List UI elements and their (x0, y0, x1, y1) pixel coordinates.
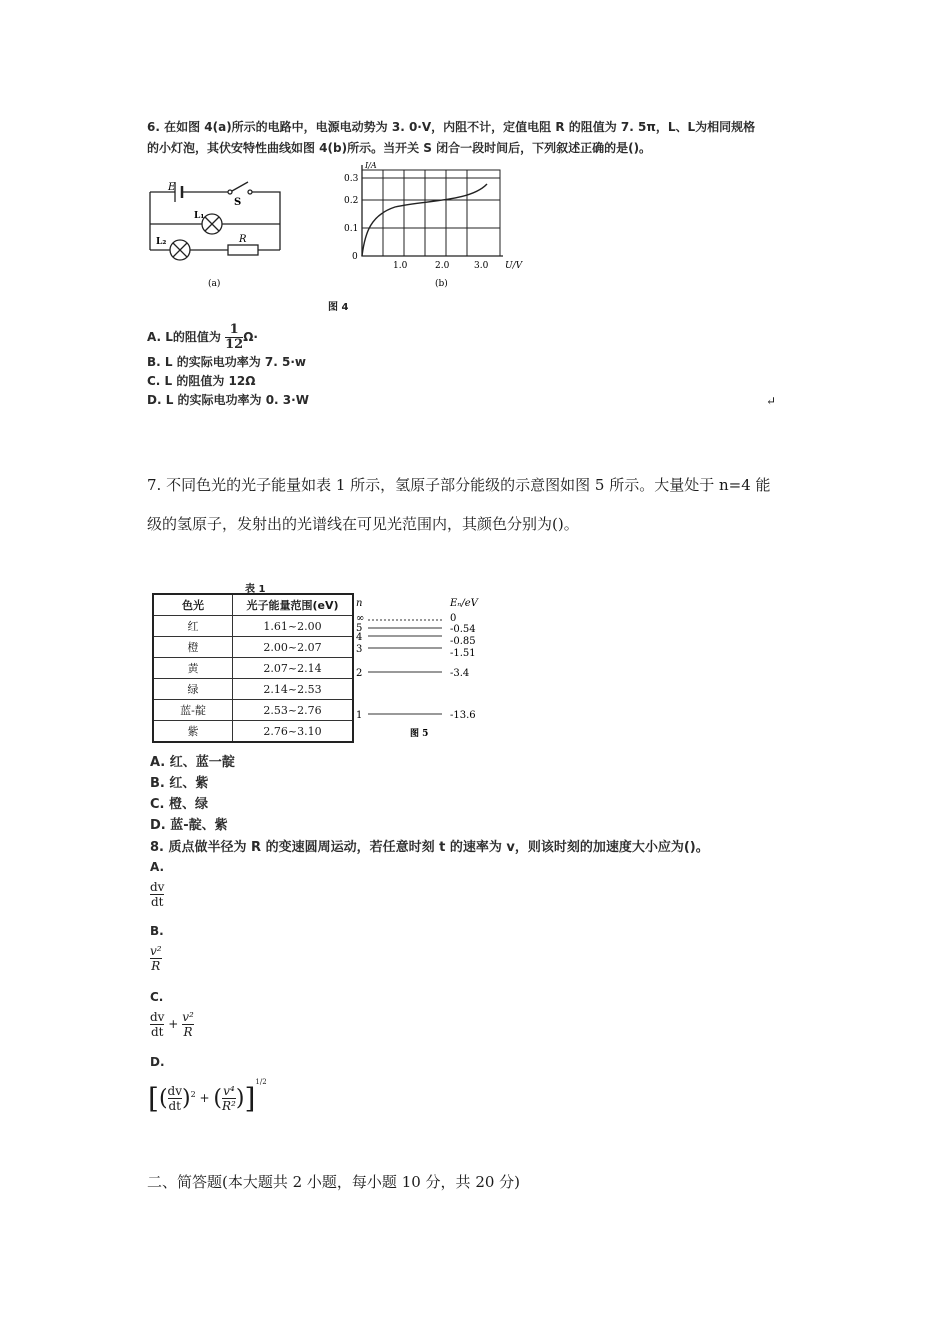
svg-text:∞: ∞ (356, 613, 365, 624)
q6-option-a: A. L的阻值为 $\frac{1}{12}$ Ω· (147, 322, 258, 352)
circuit-label-l2: L₂ (156, 237, 167, 247)
graph-ytick-3: 0.3 (344, 174, 359, 184)
levels-e-label: Eₙ/eV (450, 598, 478, 609)
table-row: 绿 2.14~2.53 (153, 679, 353, 700)
circuit-label-e: E (168, 182, 176, 193)
levels-n-label: n (356, 598, 363, 609)
svg-text:-0.54: -0.54 (450, 624, 476, 635)
q7-stem-line2: 级的氢原子，发射出的光谱线在可见光范围内，其颜色分别为()。 (147, 515, 579, 533)
table-row: 蓝-靛 2.53~2.76 (153, 700, 353, 721)
q8-option-c-formula: $\frac{dv}{dt}$ + $\frac{\text{v²}}{R}$ (150, 1010, 194, 1039)
q6-option-d: D. L 的实际电功率为 0. 3·W (147, 393, 309, 407)
graph-ytick-2: 0.2 (344, 196, 359, 206)
table-row: 红 1.61~2.00 (153, 616, 353, 637)
graph-xtick-1: 1.0 (393, 261, 408, 271)
q7-option-d: D. 蓝-靛、紫 (150, 818, 228, 833)
graph-caption: (b) (435, 279, 448, 289)
iv-curve-graph (335, 160, 535, 292)
circuit-diagram (140, 170, 290, 295)
q8-option-b-label: B. (150, 924, 164, 938)
q7-option-a: A. 红、蓝一靛 (150, 755, 235, 770)
graph-ylabel: I/A (365, 161, 377, 170)
photon-energy-table (152, 593, 354, 743)
q7-option-b: B. 红、紫 (150, 776, 209, 791)
q8-stem: 8. 质点做半径为 R 的变速圆周运动，若任意时刻 t 的速率为 v，则该时刻的加速度大小应为()。 (150, 840, 709, 855)
svg-text:3: 3 (356, 644, 363, 655)
svg-text:0: 0 (450, 613, 457, 624)
graph-ytick-1: 0.1 (344, 224, 359, 234)
q6-option-c: C. L 的阻值为 12Ω (147, 374, 256, 388)
circuit-label-s: S (234, 197, 242, 208)
table-row: 紫 2.76~3.10 (153, 721, 353, 743)
q8-option-a-label: A. (150, 860, 165, 874)
q8-option-d-formula: [( $\frac{dv}{dt}$ )$^2$ + ( $\frac{\text{v⁴}}{\text{R²}}$ )]$^{1/2}$ (148, 1078, 267, 1115)
graph-xlabel: U/V (505, 261, 523, 271)
q8-option-a-formula: $\frac{dv}{dt}$ (150, 880, 165, 909)
figure5-caption: 图 5 (410, 729, 429, 739)
figure4-caption: 图 4 (328, 302, 349, 313)
svg-text:1: 1 (356, 710, 363, 721)
table-row: 橙 2.00~2.07 (153, 637, 353, 658)
svg-text:-13.6: -13.6 (450, 710, 476, 721)
q6-stem-line2: 的小灯泡，其伏安特性曲线如图 4(b)所示。当开关 S 闭合一段时间后，下列叙述正确的是()。 (147, 141, 652, 155)
circuit-caption: (a) (208, 279, 221, 289)
table-header-color: 色光 (153, 594, 233, 616)
svg-text:-3.4: -3.4 (450, 668, 470, 679)
graph-origin: 0 (352, 252, 358, 262)
circuit-label-l1: L₁ (194, 211, 205, 221)
q7-option-c: C. 橙、绿 (150, 797, 209, 812)
section2-heading: 二、简答题(本大题共 2 小题，每小题 10 分，共 20 分) (147, 1173, 521, 1191)
q6-stem-line1: 6. 在如图 4(a)所示的电路中，电源电动势为 3. 0·V，内阻不计，定值电阻 R 的阻值为 7. 5π，L、L为相同规格 (147, 120, 756, 134)
q8-option-b-formula: $\frac{\text{v²}}{R}$ (150, 944, 162, 973)
svg-text:-0.85: -0.85 (450, 636, 476, 647)
energy-level-diagram (350, 590, 490, 740)
svg-text:-1.51: -1.51 (450, 648, 476, 659)
circuit-label-r: R (239, 234, 247, 245)
table1-title: 表 1 (245, 584, 266, 595)
q8-option-c-label: C. (150, 990, 164, 1004)
svg-text:5: 5 (356, 623, 363, 634)
q8-option-d-label: D. (150, 1055, 165, 1069)
graph-xtick-3: 3.0 (474, 261, 489, 271)
q7-stem-line1: 7. 不同色光的光子能量如表 1 所示，氢原子部分能级的示意图如图 5 所示。大量处于 n=4 能 (147, 476, 771, 494)
table-row: 黄 2.07~2.14 (153, 658, 353, 679)
q6-option-b: B. L 的实际电功率为 7. 5·w (147, 355, 306, 369)
graph-xtick-2: 2.0 (435, 261, 450, 271)
svg-text:4: 4 (356, 632, 363, 643)
svg-text:2: 2 (356, 668, 363, 679)
return-mark: ↵ (766, 394, 777, 408)
table-header-energy: 光子能量范围(eV) (233, 594, 354, 616)
